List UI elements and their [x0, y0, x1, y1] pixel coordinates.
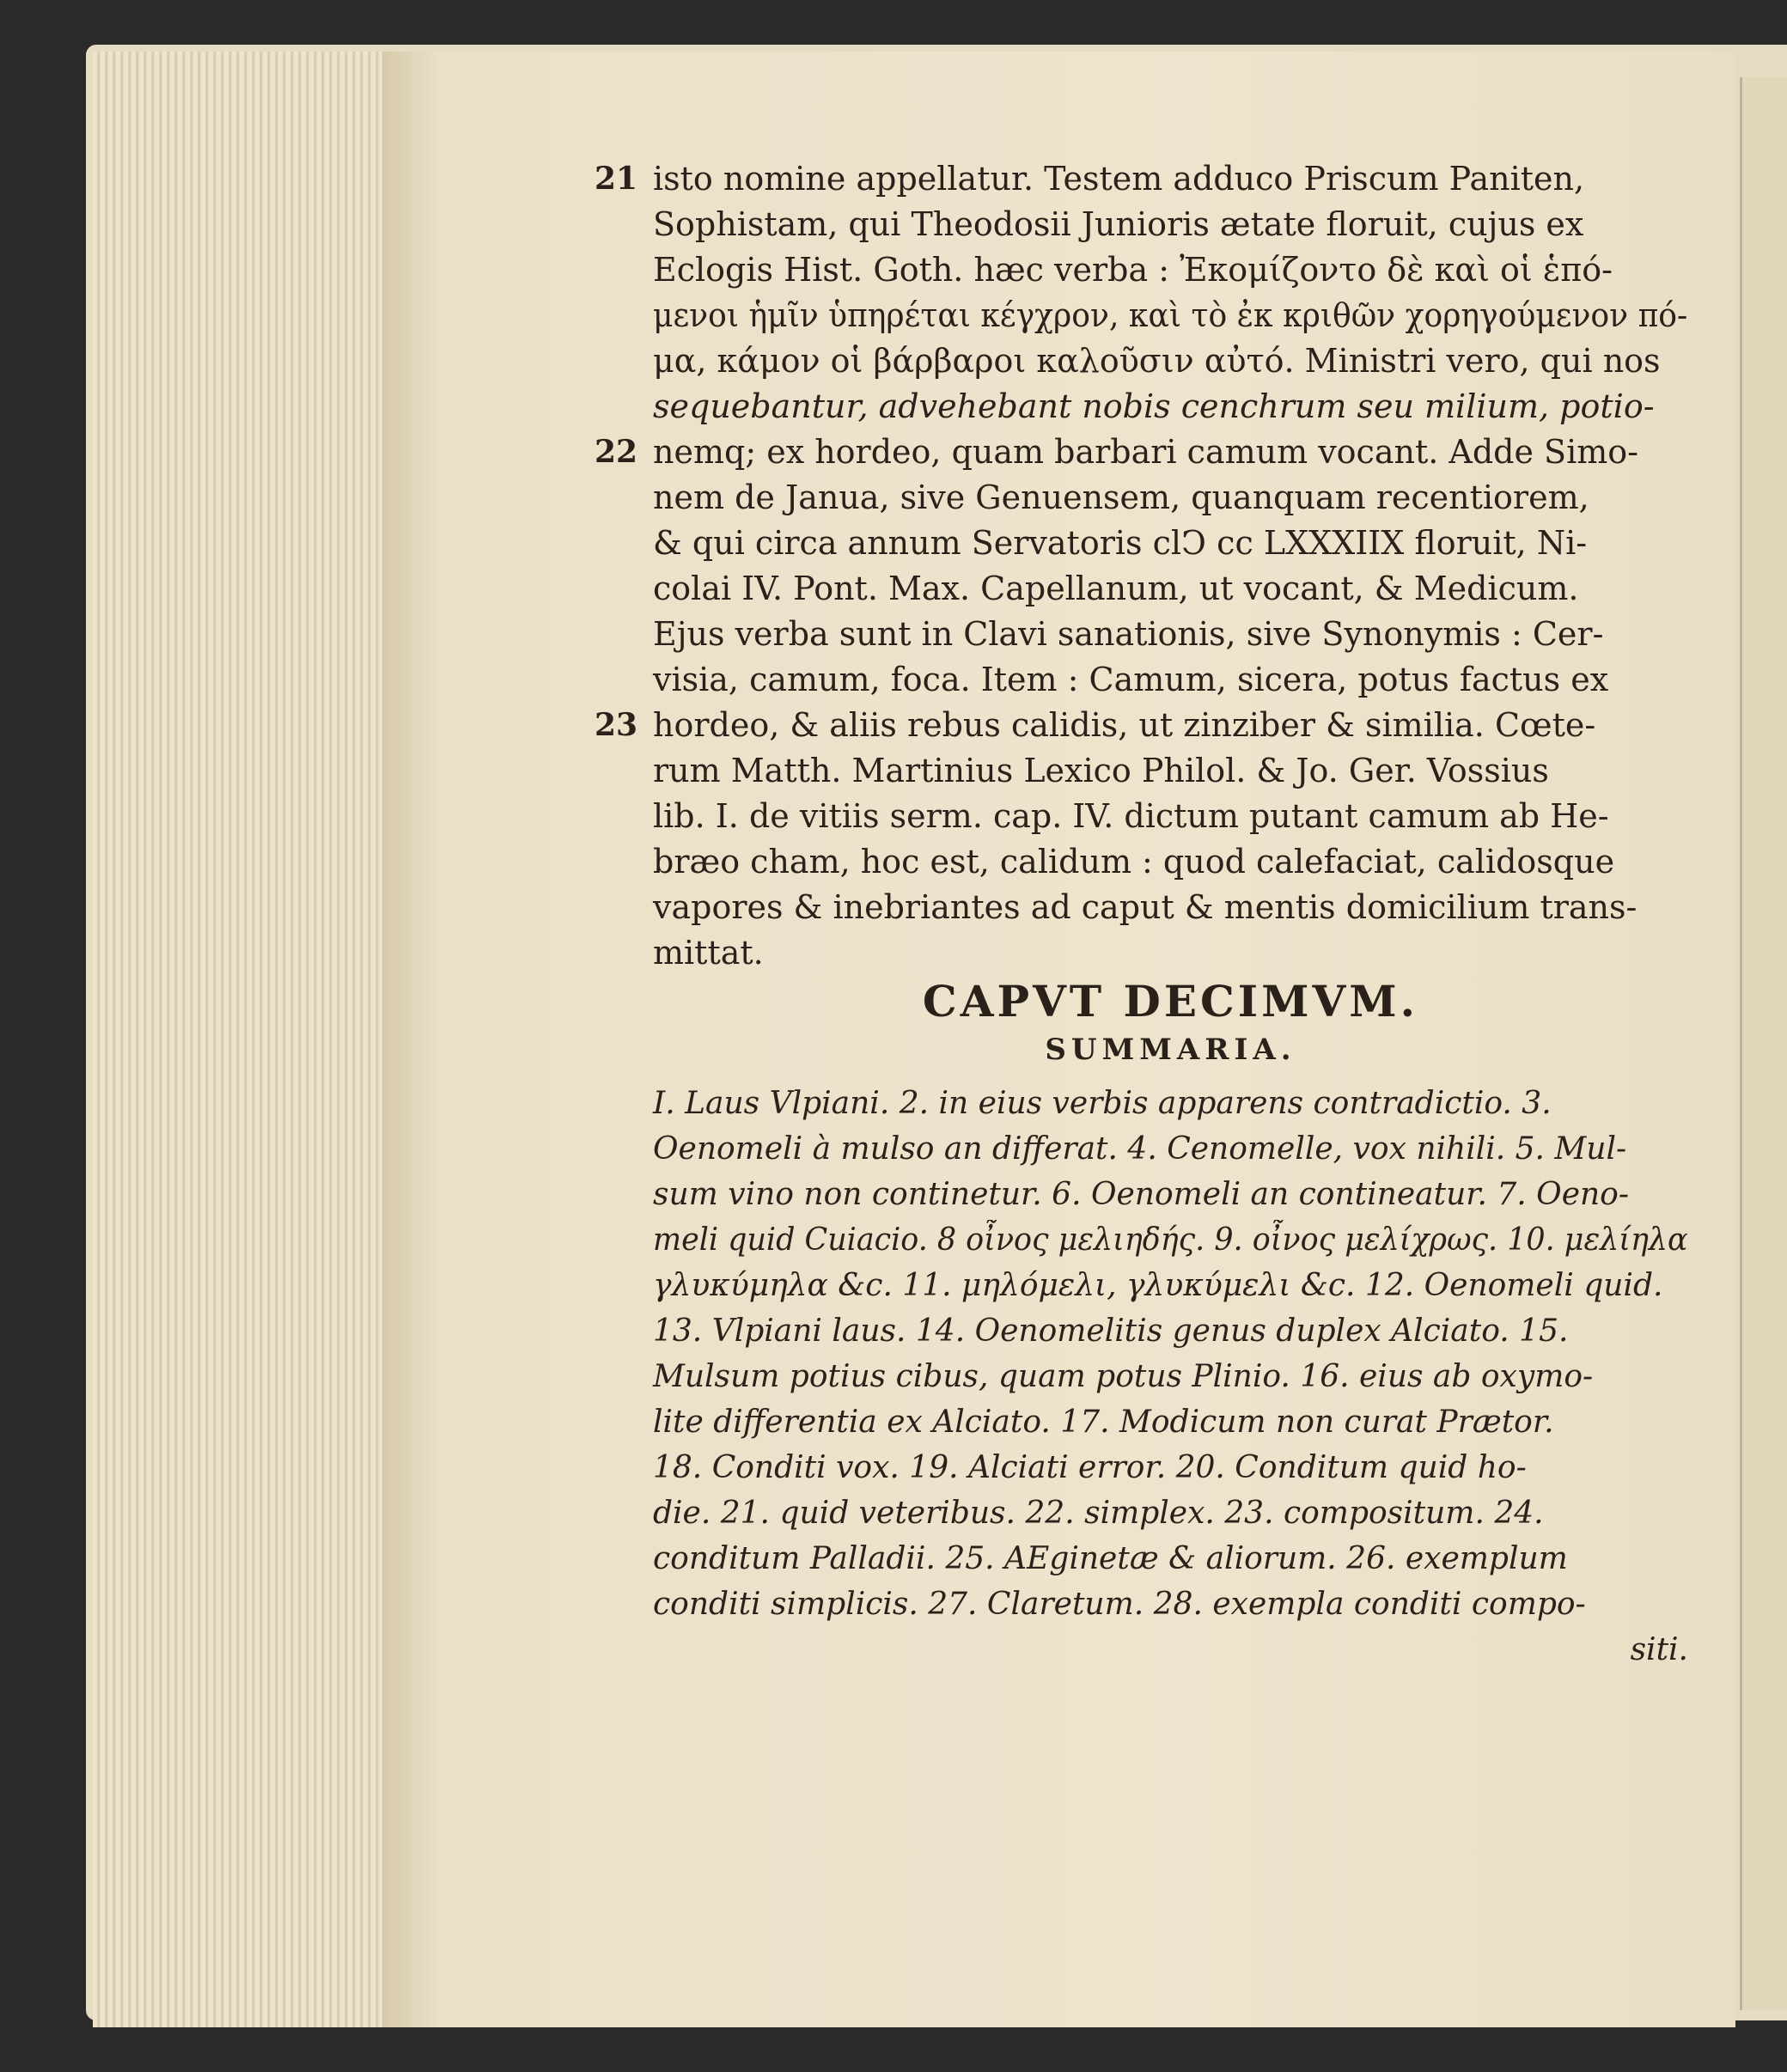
summary-line: conditum Palladii. 25. AEginetæ & aliorum. 26. exemplum: [653, 1541, 1568, 1576]
margin-number: 21: [595, 161, 638, 197]
line-text: Ejus verba sunt in Clavi sanationis, sive Synonymis : Cer-: [653, 615, 1604, 653]
text-line: [653, 885, 1688, 930]
text-line: [653, 475, 1688, 521]
line-text: hordeo, & aliis rebus calidis, ut zinziber & similia. Cœte-: [653, 706, 1596, 744]
line-text: nem de Janua, sive Genuensem, quanquam recentiorem,: [653, 478, 1589, 516]
text-line: [653, 338, 1688, 384]
text-line: [653, 566, 1688, 612]
text-line: [653, 794, 1688, 839]
line-text: Eclogis Hist. Goth. hæc verba : Ἐκομίζοντο δὲ καὶ οἱ ἑπό-: [653, 251, 1613, 289]
text-line: [595, 703, 1688, 748]
margin-number: 23: [595, 707, 638, 743]
summary-line: die. 21. quid veteribus. 22. simplex. 23. compositum. 24.: [653, 1496, 1544, 1531]
text-line: [653, 202, 1688, 247]
summary-line: Oenomeli à mulso an differat. 4. Cenomelle, vox nihili. 5. Mul-: [653, 1131, 1627, 1167]
text-line: [653, 612, 1688, 657]
text-line: [653, 247, 1688, 293]
page-edges: [93, 52, 391, 2027]
line-text: visia, camum, foca. Item : Camum, sicera, potus factus ex: [653, 661, 1609, 698]
text-line: [653, 748, 1688, 794]
summary-line: γλυκύμηλα &c. 11. μηλόμελι, γλυκύμελι &c. 12. Oenomeli quid.: [653, 1268, 1663, 1303]
summary-line: 18. Conditi vox. 19. Alciati error. 20. Conditum quid ho-: [653, 1450, 1527, 1485]
text-line: [653, 384, 1688, 430]
text-line: [653, 521, 1688, 566]
summary-line: I. Laus Vlpiani. 2. in eius verbis apparens contradictio. 3.: [653, 1086, 1552, 1121]
summary-line: 13. Vlpiani laus. 14. Oenomelitis genus duplex Alciato. 15.: [653, 1313, 1569, 1349]
line-text: sequebantur, advehebant nobis cenchrum seu milium, potio-: [653, 387, 1655, 425]
summary-list: [653, 1081, 1688, 1673]
line-text: Sophistam, qui Theodosii Junioris ætate floruit, cujus ex: [653, 205, 1584, 243]
summary-heading: SUMMARIA.: [1045, 1033, 1296, 1067]
catchword: siti.: [1630, 1632, 1688, 1667]
text-line: [653, 839, 1688, 885]
chapter-heading: CAPVT DECIMVM.: [922, 976, 1419, 1027]
line-text: nemq; ex hordeo, quam barbari camum vocant. Adde Simo-: [653, 433, 1638, 471]
line-text: vapores & inebriantes ad caput & mentis domicilium trans-: [653, 888, 1638, 926]
line-text: isto nomine appellatur. Testem adduco Priscum Paniten,: [653, 160, 1585, 198]
summary-line: meli quid Cuiacio. 8 οἶνος μελιηδής. 9. οἶνος μελίχρως. 10. μελίηλα: [653, 1222, 1688, 1258]
text-line: [653, 293, 1688, 338]
line-text: colai IV. Pont. Max. Capellanum, ut vocant, & Medicum.: [653, 570, 1579, 607]
text-line: [653, 930, 1688, 976]
text-line: [595, 156, 1688, 202]
summary-line: Mulsum potius cibus, quam potus Plinio. 16. eius ab oxymo-: [653, 1359, 1594, 1394]
line-text: μενοι ἡμῖν ὑπηρέται κέγχρον, καὶ τὸ ἐκ κριθῶν χορηγούμενον πό-: [653, 296, 1688, 334]
spacer: [653, 1072, 1688, 1081]
summary-line: sum vino non continetur. 6. Oenomeli an contineatur. 7. Oeno-: [653, 1177, 1630, 1212]
text-block: [595, 156, 1688, 1673]
text-line: [595, 430, 1688, 475]
line-text: bræo cham, hoc est, calidum : quod calefaciat, calidosque: [653, 843, 1615, 881]
line-text: mittat.: [653, 934, 764, 972]
line-text: rum Matth. Martinius Lexico Philol. & Jo. Ger. Vossius: [653, 752, 1549, 789]
margin-number: 22: [595, 434, 638, 470]
facing-page-edge: [1740, 77, 1787, 2010]
summary-line: lite differentia ex Alciato. 17. Modicum non curat Prætor.: [653, 1405, 1554, 1440]
line-text: lib. I. de vitiis serm. cap. IV. dictum putant camum ab He-: [653, 797, 1609, 835]
line-text: μα, κάμον οἱ βάρβαροι καλοῦσιν αὐτό. Ministri vero, qui nos: [653, 342, 1661, 380]
text-line: [653, 657, 1688, 703]
body-text: [595, 156, 1688, 976]
summary-line: conditi simplicis. 27. Claretum. 28. exempla conditi compo-: [653, 1587, 1586, 1622]
line-text: & qui circa annum Servatoris clↃ cc LXXXIIX floruit, Ni-: [653, 524, 1588, 562]
